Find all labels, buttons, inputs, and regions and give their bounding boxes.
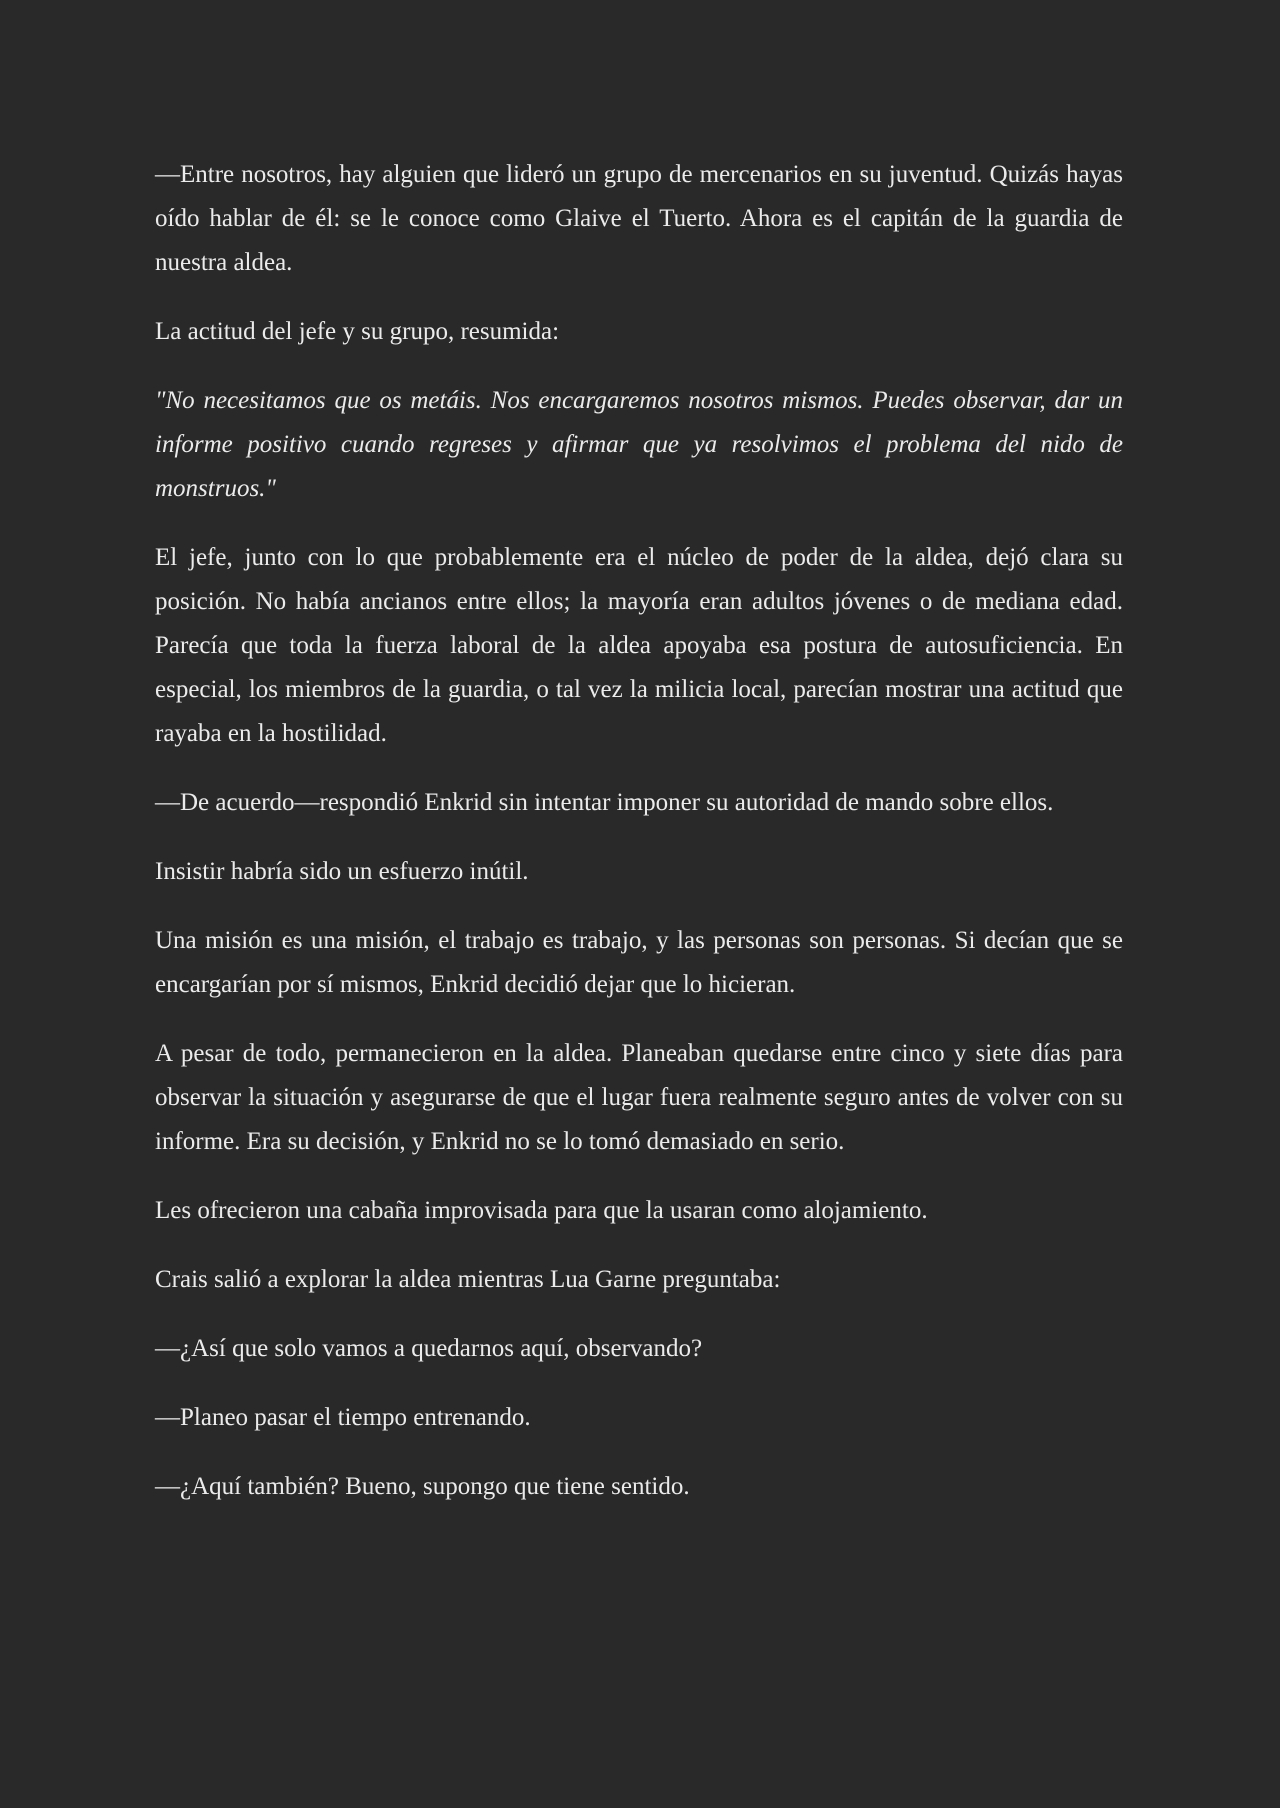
paragraph-cabin: Les ofrecieron una cabaña improvisada para que la usaran como alojamiento. <box>155 1197 928 1224</box>
paragraph-stay-in-village: A pesar de todo, permanecieron en la aldea. Planeaban quedarse entre cinco y siete días para observar la situación y asegurarse de que el lugar fuera realmente seguro antes de volver con su informe. Era su decisión, y Enkrid no se lo tomó demasiado en serio. <box>155 1040 1123 1155</box>
paragraph-insist-useless: Insistir habría sido un esfuerzo inútil. <box>155 858 529 885</box>
paragraph-crais-explores: Crais salió a explorar la aldea mientras Lua Garne preguntaba: <box>155 1266 781 1293</box>
paragraph-dialogue-here-too: —¿Aquí también? Bueno, supongo que tiene sentido. <box>155 1473 690 1500</box>
paragraph-quote-italic: "No necesitamos que os metáis. Nos encargaremos nosotros mismos. Puedes observar, dar un informe positivo cuando regreses y afirmar que ya resolvimos el problema del nido de monstruos." <box>155 387 1123 502</box>
paragraph-mission: Una misión es una misión, el trabajo es trabajo, y las personas son personas. Si decían que se encargarían por sí mismos, Enkrid decidió dejar que lo hicieran. <box>155 927 1123 998</box>
paragraph-attitude-summary: La actitud del jefe y su grupo, resumida: <box>155 318 560 345</box>
paragraph-enkrid-agrees: —De acuerdo—respondió Enkrid sin intentar imponer su autoridad de mando sobre ellos. <box>155 789 1054 816</box>
paragraph-glaive-intro: —Entre nosotros, hay alguien que lideró un grupo de mercenarios en su juventud. Quizás hayas oído hablar de él: se le conoce como Glaive el Tuerto. Ahora es el capitán de la guardia de nuestra aldea. <box>155 161 1123 276</box>
paragraph-chief-position: El jefe, junto con lo que probablemente era el núcleo de poder de la aldea, dejó clara su posición. No había ancianos entre ellos; la mayoría eran adultos jóvenes o de mediana edad. Parecía que toda la fuerza laboral de la aldea apoyaba esa postura de autosuficiencia. En especial, los miembros de la guardia, o tal vez la milicia local, parecían mostrar una actitud que rayaba en la hostilidad. <box>155 544 1123 747</box>
paragraph-dialogue-training: —Planeo pasar el tiempo entrenando. <box>155 1404 531 1431</box>
paragraph-dialogue-observe: —¿Así que solo vamos a quedarnos aquí, observando? <box>155 1335 703 1362</box>
